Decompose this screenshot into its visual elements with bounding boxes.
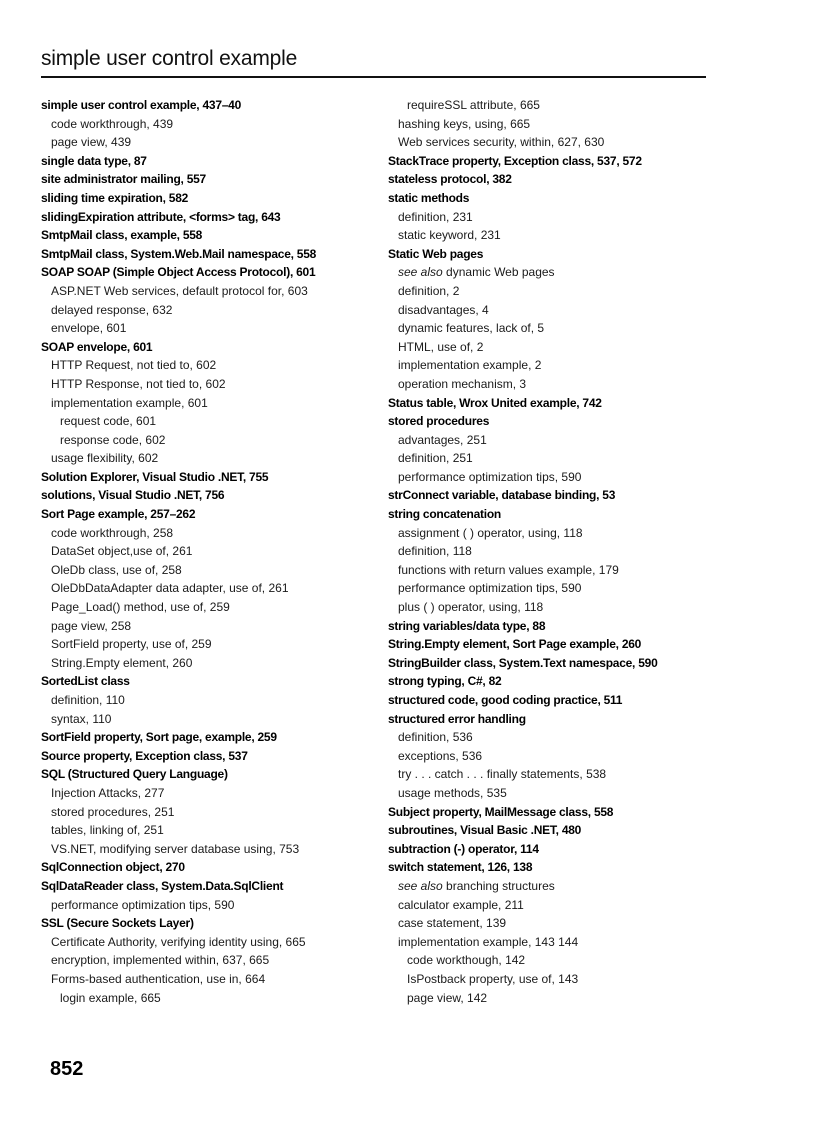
index-subentry	[41, 412, 381, 431]
entry-text: SQL (Structured Query Language)	[41, 767, 228, 782]
index-entry	[388, 170, 728, 189]
index-entry	[41, 747, 381, 766]
index-entry	[388, 840, 728, 859]
index-entry	[41, 208, 381, 227]
index-entry	[41, 152, 381, 171]
index-entry	[41, 226, 381, 245]
index-subentry	[41, 394, 381, 413]
index-subentry	[388, 208, 728, 227]
entry-text: Source property, Exception class, 537	[41, 748, 248, 763]
index-entry	[41, 765, 381, 784]
index-entry	[388, 394, 728, 413]
entry-text: StringBuilder class, System.Text namespace, 590	[388, 655, 658, 670]
entry-text: performance optimization tips, 590	[51, 897, 235, 912]
index-entry	[41, 189, 381, 208]
entry-text: Status table, Wrox United example, 742	[388, 395, 602, 410]
entry-text: sliding time expiration, 582	[41, 190, 189, 205]
entry-text: usage flexibility, 602	[51, 451, 159, 466]
index-subentry	[41, 431, 381, 450]
index-entry	[388, 710, 728, 729]
index-subentry	[41, 635, 381, 654]
entry-text: delayed response, 632	[51, 302, 173, 317]
see-also-label: see also	[398, 878, 443, 893]
index-subentry	[388, 728, 728, 747]
index-subentry	[388, 449, 728, 468]
entry-text: SOAP envelope, 601	[41, 339, 153, 354]
index-subentry	[388, 96, 728, 115]
index-subentry	[41, 579, 381, 598]
index-entry	[388, 152, 728, 171]
index-subentry	[388, 989, 728, 1008]
index-entry	[41, 96, 381, 115]
index-entry	[41, 505, 381, 524]
entry-text: disadvantages, 4	[398, 302, 489, 317]
entry-text: stored procedures	[388, 414, 490, 429]
entry-text: definition, 231	[398, 209, 473, 224]
index-entry	[41, 486, 381, 505]
index-subentry	[388, 970, 728, 989]
index-subentry	[41, 542, 381, 561]
index-entry	[41, 914, 381, 933]
entry-text: structured error handling	[388, 711, 526, 726]
entry-text: OleDb class, use of, 258	[51, 562, 182, 577]
entry-text: login example, 665	[60, 990, 161, 1005]
entry-text: single data type, 87	[41, 153, 147, 168]
see-also-label: see also	[398, 265, 443, 280]
entry-text: slidingExpiration attribute, <forms> tag, 643	[41, 209, 281, 224]
entry-text: StackTrace property, Exception class, 537, 572	[388, 153, 642, 168]
index-subentry	[388, 784, 728, 803]
index-subentry	[41, 301, 381, 320]
page-title: simple user control example	[41, 47, 298, 70]
entry-text: advantages, 251	[398, 432, 487, 447]
index-subentry	[388, 133, 728, 152]
index-subentry	[388, 319, 728, 338]
entry-text: SmtpMail class, System.Web.Mail namespace, 558	[41, 246, 317, 261]
index-subentry	[41, 933, 381, 952]
entry-text: string concatenation	[388, 507, 502, 522]
index-subentry	[388, 301, 728, 320]
index-subentry	[41, 617, 381, 636]
index-subentry	[388, 524, 728, 543]
index-subentry	[388, 375, 728, 394]
entry-text: String.Empty element, Sort Page example, 260	[388, 637, 642, 652]
index-subentry	[388, 933, 728, 952]
index-entry	[388, 617, 728, 636]
index-subentry	[388, 115, 728, 134]
entry-text: encryption, implemented within, 637, 665	[51, 953, 270, 968]
entry-text: definition, 110	[51, 693, 125, 707]
entry-text: Certificate Authority, verifying identity using, 665	[51, 934, 306, 949]
entry-text: DataSet object,use of, 261	[51, 544, 193, 559]
index-entry	[41, 728, 381, 747]
index-subentry	[388, 338, 728, 357]
index-entry	[388, 803, 728, 822]
entry-text: strConnect variable, database binding, 53	[388, 488, 616, 503]
entry-text: SqlDataReader class, System.Data.SqlClient	[41, 878, 284, 893]
index-subentry	[388, 431, 728, 450]
entry-text: exceptions, 536	[398, 748, 483, 763]
entry-text: implementation example, 2	[398, 358, 542, 373]
entry-text: hashing keys, using, 665	[398, 116, 531, 131]
index-column-left	[41, 96, 381, 1007]
index-subentry	[388, 914, 728, 933]
entry-text: Web services security, within, 627, 630	[398, 135, 605, 150]
entry-text: OleDbDataAdapter data adapter, use of, 261	[51, 581, 289, 596]
entry-text: Sort Page example, 257–262	[41, 507, 196, 522]
entry-text: SortField property, use of, 259	[51, 637, 212, 652]
index-subentry	[388, 579, 728, 598]
entry-text: case statement, 139	[398, 916, 507, 931]
entry-text: stateless protocol, 382	[388, 172, 512, 187]
index-entry	[41, 245, 381, 264]
entry-text: structured code, good coding practice, 511	[388, 693, 623, 707]
index-subentry	[388, 542, 728, 561]
entry-text: String.Empty element, 260	[51, 655, 193, 670]
entry-text: page view, 439	[51, 135, 132, 150]
index-subentry	[388, 747, 728, 766]
entry-text: code workthrough, 439	[51, 116, 174, 131]
index-subentry	[388, 263, 728, 282]
index-subentry	[41, 282, 381, 301]
entry-text: dynamic features, lack of, 5	[398, 321, 545, 336]
entry-text: page view, 258	[51, 618, 132, 633]
index-subentry	[41, 133, 381, 152]
index-entry	[388, 505, 728, 524]
entry-text: branching structures	[446, 878, 555, 893]
entry-text: solutions, Visual Studio .NET, 756	[41, 488, 225, 503]
entry-text: Page_Load() method, use of, 259	[51, 600, 230, 615]
index-entry	[41, 338, 381, 357]
index-subentry	[388, 226, 728, 245]
entry-text: operation mechanism, 3	[398, 376, 527, 391]
index-entry	[388, 821, 728, 840]
entry-text: VS.NET, modifying server database using, 753	[51, 841, 300, 856]
index-entry	[41, 263, 381, 282]
index-subentry	[41, 356, 381, 375]
entry-text: performance optimization tips, 590	[398, 581, 582, 596]
entry-text: performance optimization tips, 590	[398, 469, 582, 484]
index-subentry	[41, 989, 381, 1008]
entry-text: SmtpMail class, example, 558	[41, 228, 203, 243]
entry-text: stored procedures, 251	[51, 804, 175, 819]
entry-text: HTML, use of, 2	[398, 339, 484, 354]
page-number: 852	[50, 1058, 84, 1080]
index-subentry	[41, 691, 381, 710]
index-subentry	[41, 803, 381, 822]
index-subentry	[41, 449, 381, 468]
entry-text: switch statement, 126, 138	[388, 860, 533, 875]
index-entry	[388, 189, 728, 208]
entry-text: try . . . catch . . . finally statements, 538	[398, 767, 607, 782]
index-subentry	[41, 840, 381, 859]
entry-text: static methods	[388, 190, 470, 205]
index-entry	[41, 170, 381, 189]
entry-text: Subject property, MailMessage class, 558	[388, 804, 614, 819]
entry-text: assignment ( ) operator, using, 118	[398, 525, 583, 540]
entry-text: request code, 601	[60, 414, 157, 429]
index-subentry	[41, 319, 381, 338]
entry-text: SortedList class	[41, 674, 130, 689]
index-subentry	[41, 598, 381, 617]
index-subentry	[41, 524, 381, 543]
index-entry	[388, 245, 728, 264]
entry-text: site administrator mailing, 557	[41, 172, 206, 187]
entry-text: Static Web pages	[388, 246, 484, 261]
index-subentry	[388, 765, 728, 784]
entry-text: strong typing, C#, 82	[388, 674, 502, 689]
index-subentry	[388, 356, 728, 375]
index-entry	[388, 635, 728, 654]
running-header	[41, 46, 706, 78]
entry-text: usage methods, 535	[398, 785, 507, 800]
entry-text: code workthough, 142	[407, 953, 526, 968]
index-entry	[41, 877, 381, 896]
entry-text: plus ( ) operator, using, 118	[398, 600, 544, 615]
index-subentry	[41, 375, 381, 394]
index-subentry	[388, 468, 728, 487]
index-subentry	[41, 821, 381, 840]
entry-text: envelope, 601	[51, 321, 127, 336]
index-subentry	[41, 784, 381, 803]
entry-text: static keyword, 231	[398, 228, 501, 243]
index-column-right	[388, 96, 728, 1007]
entry-text: implementation example, 601	[51, 395, 208, 410]
index-entry	[388, 858, 728, 877]
entry-text: IsPostback property, use of, 143	[407, 971, 579, 986]
entry-text: subtraction (-) operator, 114	[388, 841, 539, 856]
entry-text: code workthrough, 258	[51, 525, 174, 540]
entry-text: HTTP Response, not tied to, 602	[51, 376, 226, 391]
index-entry	[388, 672, 728, 691]
entry-text: simple user control example, 437–40	[41, 98, 242, 112]
entry-text: string variables/data type, 88	[388, 618, 546, 633]
index-subentry	[41, 970, 381, 989]
index-entry	[388, 412, 728, 431]
entry-text: requireSSL attribute, 665	[407, 98, 540, 112]
entry-text: Forms-based authentication, use in, 664	[51, 971, 266, 986]
entry-text: ASP.NET Web services, default protocol for, 603	[51, 283, 308, 298]
entry-text: definition, 2	[398, 283, 460, 298]
entry-text: SortField property, Sort page, example, 259	[41, 730, 277, 745]
entry-text: dynamic Web pages	[446, 265, 555, 280]
index-entry	[388, 486, 728, 505]
index-subentry	[41, 951, 381, 970]
entry-text: response code, 602	[60, 432, 166, 447]
entry-text: HTTP Request, not tied to, 602	[51, 358, 217, 373]
entry-text: syntax, 110	[51, 711, 112, 726]
entry-text: definition, 251	[398, 451, 473, 466]
index-subentry	[41, 654, 381, 673]
index-subentry	[388, 877, 728, 896]
entry-text: implementation example, 143 144	[398, 934, 579, 949]
index-entry	[41, 468, 381, 487]
entry-text: definition, 536	[398, 730, 473, 745]
entry-text: page view, 142	[407, 990, 488, 1005]
index-subentry	[388, 561, 728, 580]
index-subentry	[388, 282, 728, 301]
index-subentry	[41, 115, 381, 134]
index-subentry	[388, 951, 728, 970]
index-entry	[41, 858, 381, 877]
index-entry	[388, 691, 728, 710]
entry-text: tables, linking of, 251	[51, 823, 164, 838]
entry-text: Solution Explorer, Visual Studio .NET, 755	[41, 469, 269, 484]
entry-text: functions with return values example, 179	[398, 562, 619, 577]
index-entry	[388, 654, 728, 673]
entry-text: definition, 118	[398, 544, 472, 559]
entry-text: Injection Attacks, 277	[51, 785, 165, 800]
index-subentry	[388, 598, 728, 617]
entry-text: calculator example, 211	[398, 897, 524, 912]
entry-text: SOAP SOAP (Simple Object Access Protocol), 601	[41, 265, 316, 280]
index-subentry	[388, 896, 728, 915]
entry-text: SSL (Secure Sockets Layer)	[41, 916, 194, 931]
index-entry	[41, 672, 381, 691]
index-subentry	[41, 561, 381, 580]
index-subentry	[41, 896, 381, 915]
entry-text: subroutines, Visual Basic .NET, 480	[388, 823, 582, 838]
index-subentry	[41, 710, 381, 729]
entry-text: SqlConnection object, 270	[41, 860, 185, 875]
